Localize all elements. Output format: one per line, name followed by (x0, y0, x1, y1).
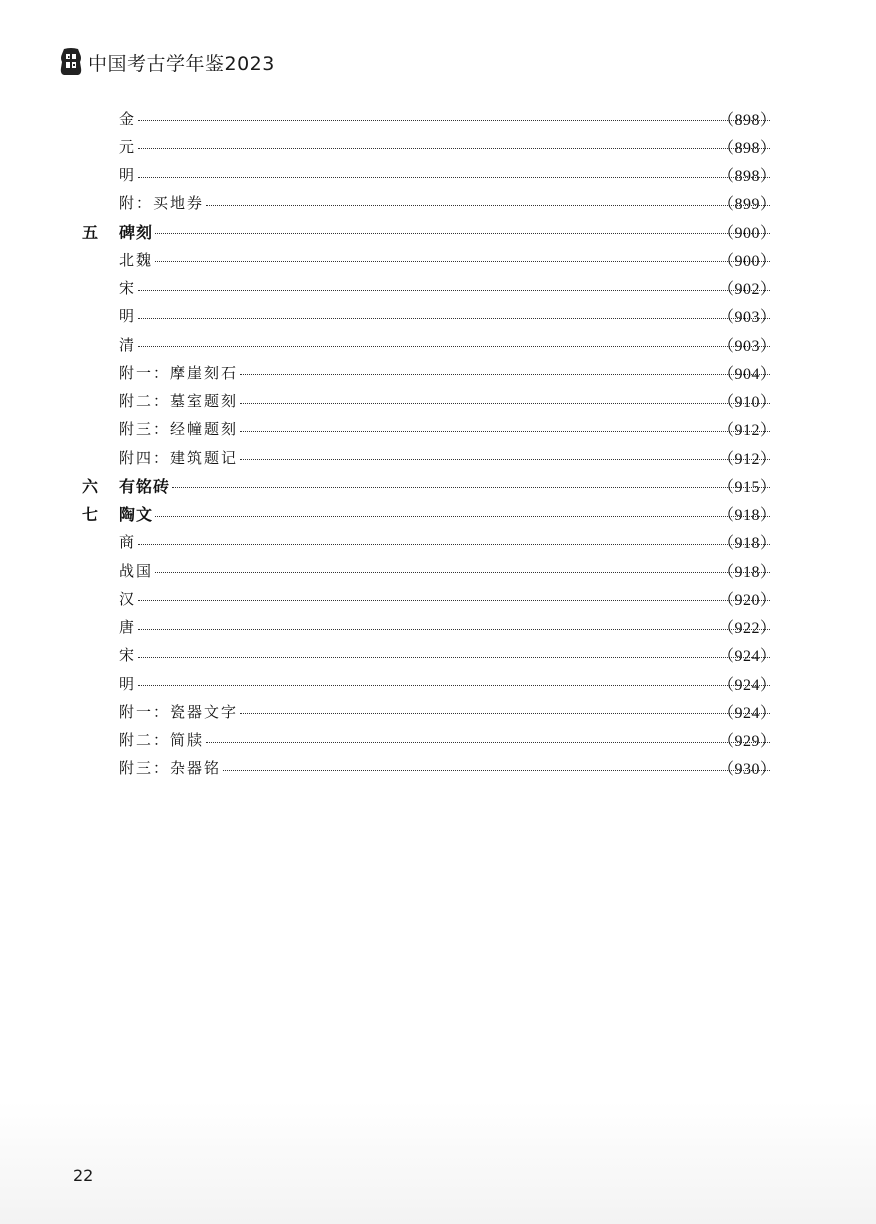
toc-entry-row[interactable] (0, 641, 876, 669)
toc-entry-row[interactable] (0, 443, 876, 471)
page-number: 22 (73, 1166, 94, 1185)
toc-title: 明 (119, 674, 137, 693)
toc-title-wrap (119, 358, 770, 386)
toc-page-number: （918） (718, 535, 777, 553)
toc-page-number: （924） (718, 648, 777, 666)
toc-title-wrap (119, 471, 770, 499)
seal-logo-icon (60, 48, 82, 76)
toc-section-row[interactable] (0, 500, 876, 528)
toc-title-wrap (119, 641, 770, 669)
toc-title-wrap (119, 669, 770, 697)
dot-leader (138, 345, 770, 347)
toc-entry-row[interactable] (0, 358, 876, 386)
toc-page-number: （898） (718, 111, 777, 129)
toc-title-wrap (119, 613, 770, 641)
dot-leader (138, 656, 770, 658)
toc-title: 附二：简牍 (119, 731, 205, 749)
toc-page-number: （930） (718, 761, 777, 779)
toc-page-number: （910） (718, 394, 777, 411)
dot-leader (240, 458, 770, 460)
toc-page-number: （918） (718, 563, 777, 581)
toc-title-wrap (119, 245, 770, 273)
toc-title-wrap (119, 697, 770, 725)
toc-entry-row[interactable] (0, 415, 876, 443)
toc-title-wrap (119, 161, 770, 189)
toc-title-wrap (119, 189, 770, 217)
toc-title-wrap (119, 415, 770, 443)
running-header (60, 46, 275, 78)
toc-entry-row[interactable] (0, 274, 876, 302)
toc-page-number: （929） (718, 733, 777, 750)
dot-leader (206, 741, 770, 743)
toc-page-number: （924） (718, 676, 777, 694)
toc-title: 北魏 (119, 250, 154, 269)
toc-section-number: 六 (82, 476, 99, 496)
toc-entry-row[interactable] (0, 754, 876, 782)
toc-page-number: （899） (718, 196, 777, 214)
toc-title: 附二：墓室题刻 (119, 392, 239, 410)
toc-page-number: （903） (718, 337, 777, 355)
toc-title: 有铭砖 (119, 476, 171, 496)
dot-leader (138, 119, 770, 121)
toc-page-number: （903） (718, 309, 777, 327)
toc-page-number: （902） (718, 281, 777, 298)
toc-entry-row[interactable] (0, 161, 876, 189)
toc-entry-row[interactable] (0, 613, 876, 641)
toc-title: 元 (119, 137, 137, 156)
toc-title: 宋 (119, 279, 137, 297)
toc-page-number: （922） (718, 620, 777, 637)
toc-section-number: 七 (82, 505, 99, 524)
toc-title-wrap (119, 104, 770, 132)
toc-title-wrap (119, 556, 770, 584)
dot-leader (138, 176, 770, 178)
dot-leader (155, 232, 770, 234)
toc-page-number: （920） (718, 591, 777, 609)
toc-entry-row[interactable] (0, 726, 876, 754)
toc-title: 金 (119, 109, 137, 128)
dot-leader (172, 486, 770, 488)
toc-title: 明 (119, 166, 137, 184)
toc-title: 清 (119, 335, 137, 354)
toc-title-wrap (119, 754, 770, 782)
dot-leader (138, 599, 770, 601)
toc-title-wrap (119, 528, 770, 556)
dot-leader (240, 430, 770, 432)
toc-entry-row[interactable] (0, 697, 876, 725)
toc-title-wrap (119, 443, 770, 471)
toc-title-wrap (119, 500, 770, 528)
toc-title-wrap (119, 132, 770, 160)
toc-section-row[interactable] (0, 217, 876, 245)
toc-title-wrap (119, 302, 770, 330)
toc-title-wrap (119, 274, 770, 302)
toc-title: 附三：杂器铭 (119, 759, 222, 778)
toc-entry-row[interactable] (0, 104, 876, 132)
toc-title: 战国 (119, 561, 154, 580)
dot-leader (138, 317, 770, 319)
toc-title-wrap (119, 387, 770, 415)
toc-title: 陶文 (119, 505, 154, 524)
toc-title: 附一：摩崖刻石 (119, 363, 239, 382)
toc-entry-row[interactable] (0, 528, 876, 556)
dot-leader (206, 204, 770, 206)
toc-page-number: （900） (718, 252, 777, 270)
toc-page-number: （912） (718, 422, 777, 440)
toc-entry-row[interactable] (0, 132, 876, 160)
toc-section-row[interactable] (0, 471, 876, 499)
toc-page-number: （904） (718, 365, 777, 383)
toc-title: 宋 (119, 646, 137, 665)
toc-title: 商 (119, 533, 137, 552)
toc-page-number: （924） (718, 704, 777, 722)
toc-title: 附一：瓷器文字 (119, 702, 239, 721)
toc-title: 明 (119, 307, 137, 326)
dot-leader (223, 769, 770, 771)
book-title: 中国考古学年鉴2023 (88, 52, 275, 75)
dot-leader (138, 543, 770, 545)
toc-page-number: （912） (718, 450, 777, 468)
toc-page-number: （900） (718, 224, 777, 242)
dot-leader (240, 373, 770, 375)
toc-title-wrap (119, 584, 770, 612)
toc-entry-row[interactable] (0, 584, 876, 612)
dot-leader (138, 628, 770, 630)
toc-entry-row[interactable] (0, 189, 876, 217)
dot-leader (138, 289, 770, 291)
toc-title: 唐 (119, 618, 137, 636)
toc-entry-row[interactable] (0, 669, 876, 697)
toc-entry-row[interactable] (0, 387, 876, 415)
dot-leader (138, 147, 770, 149)
dot-leader (240, 402, 770, 404)
toc-title: 附三：经幢题刻 (119, 420, 239, 439)
toc-page-number: （918） (718, 507, 777, 524)
toc-page-number: （898） (718, 168, 777, 185)
toc-title-wrap (119, 726, 770, 754)
toc-entry-row[interactable] (0, 302, 876, 330)
toc-title: 汉 (119, 589, 137, 608)
toc-entry-row[interactable] (0, 245, 876, 273)
toc-entry-row[interactable] (0, 330, 876, 358)
dot-leader (155, 515, 770, 517)
toc-entry-row[interactable] (0, 556, 876, 584)
toc-page-number: （915） (718, 478, 777, 496)
toc-title: 碑刻 (119, 222, 154, 242)
toc-section-number: 五 (82, 222, 99, 242)
toc-page-number: （898） (718, 139, 777, 157)
toc-title: 附：买地券 (119, 194, 205, 213)
dot-leader (240, 712, 770, 714)
dot-leader (155, 571, 770, 573)
toc-title: 附四：建筑题记 (119, 448, 239, 467)
toc-title-wrap (119, 217, 770, 245)
dot-leader (155, 260, 770, 262)
dot-leader (138, 684, 770, 686)
toc-title-wrap (119, 330, 770, 358)
